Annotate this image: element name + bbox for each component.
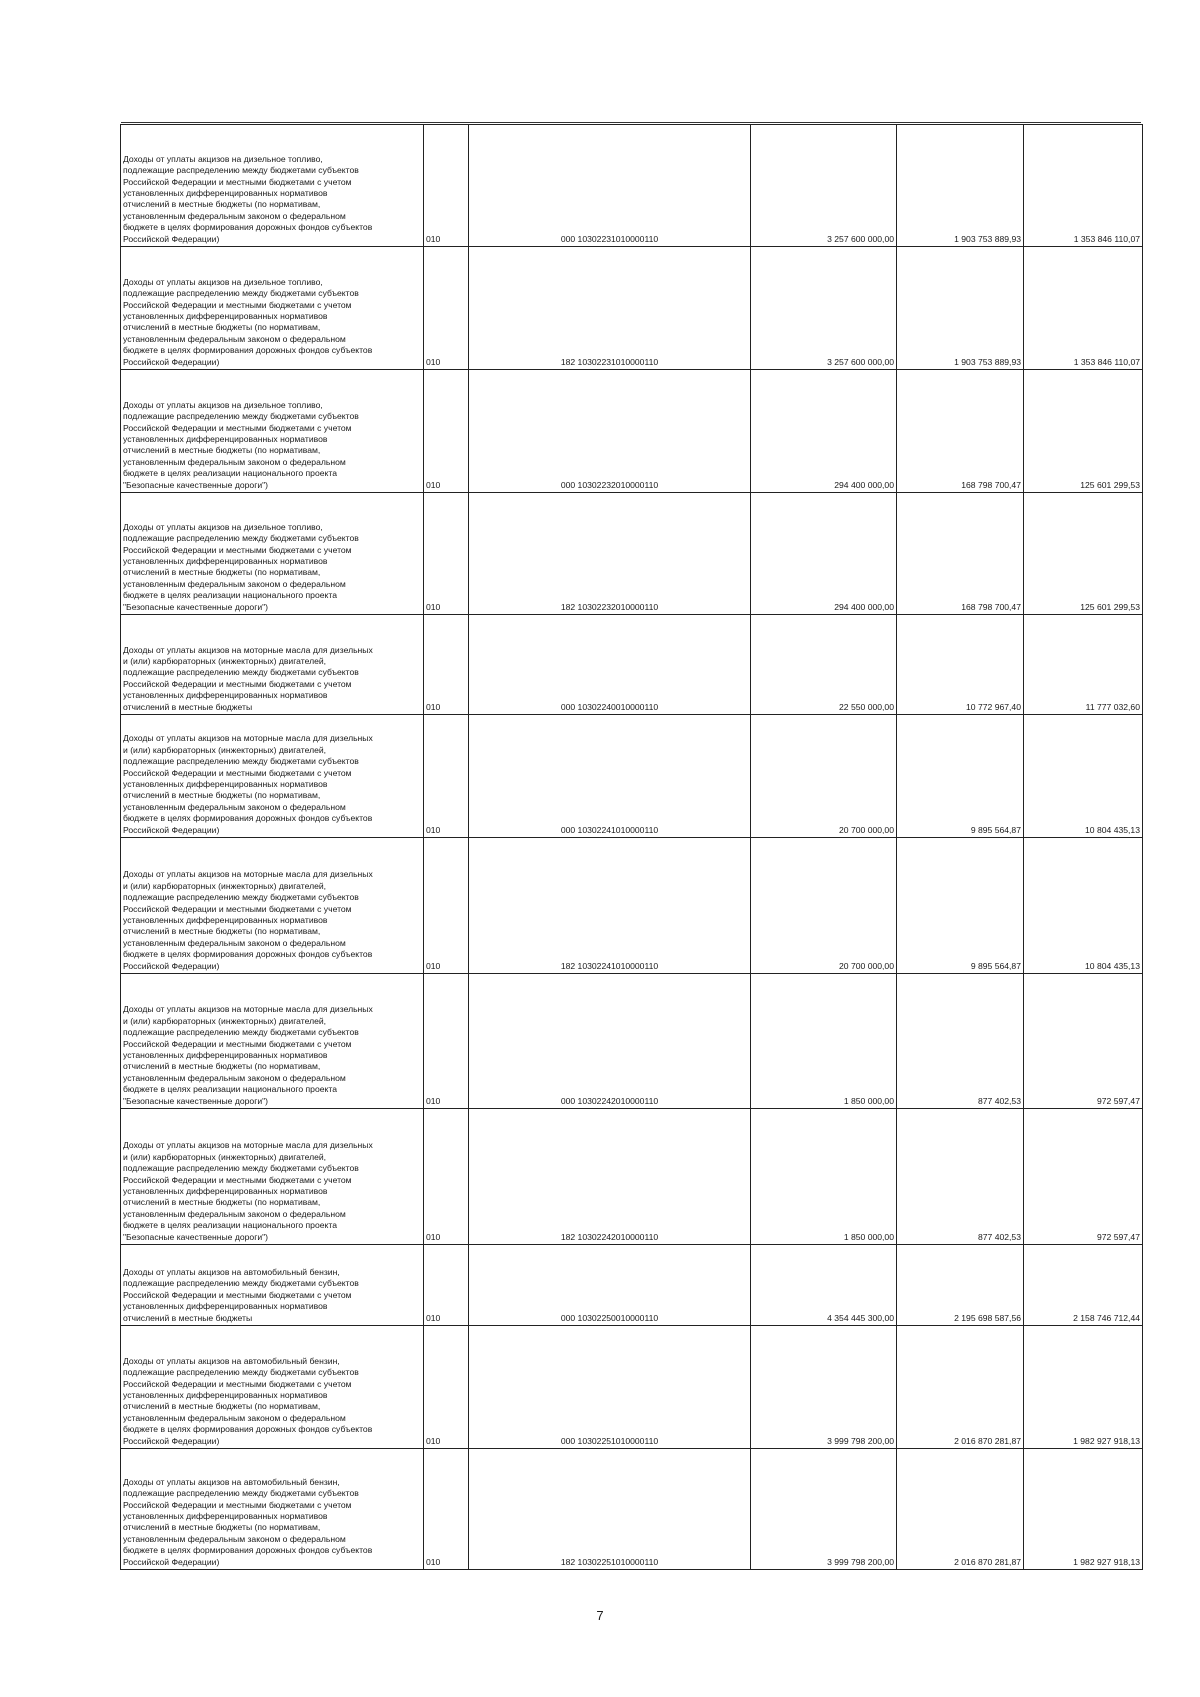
income-code-cell: 182 10302251010000110: [469, 1449, 751, 1570]
income-code-cell: 000 10302232010000110: [469, 370, 751, 493]
table-row: [121, 974, 1143, 1109]
executed-amount-cell: 2 016 870 281,87: [897, 1449, 1024, 1570]
table-row: [121, 838, 1143, 974]
income-name-cell: Доходы от уплаты акцизов на автомобильный бензин, подлежащие распределению между бюджетами субъектов Российской Федерации и местными бюджетами с учетом установленных дифференцированных нормативов отчислений в местные бюджеты (по нормативам, установленным федеральным законом о федеральном бюджете в целях формирования дорожных фондов субъектов Российской Федерации): [121, 1326, 424, 1449]
income-name-cell: Доходы от уплаты акцизов на моторные масла для дизельных и (или) карбюраторных (инжекторных) двигателей, подлежащие распределению между бюджетами субъектов Российской Федерации и местными бюджетами с учетом установленных дифференцированных нормативов отчислений в местные бюджеты (по нормативам, установленным федеральным законом о федеральном бюджете в целях формирования дорожных фондов субъектов Российской Федерации): [121, 715, 424, 838]
unexecuted-amount-cell: 1 982 927 918,13: [1024, 1449, 1143, 1570]
income-code-cell: 182 10302241010000110: [469, 838, 751, 974]
page-number: 7: [596, 1608, 604, 1623]
executed-amount-cell: 9 895 564,87: [897, 715, 1024, 838]
table-row: [121, 1245, 1143, 1326]
executed-amount-cell: 2 195 698 587,56: [897, 1245, 1024, 1326]
approved-amount-cell: 3 257 600 000,00: [751, 247, 897, 370]
income-code-cell: 000 10302251010000110: [469, 1326, 751, 1449]
table-row: [121, 1449, 1143, 1570]
table-row: [121, 493, 1143, 615]
executed-amount-cell: 9 895 564,87: [897, 838, 1024, 974]
approved-amount-cell: 1 850 000,00: [751, 1109, 897, 1245]
line-code-cell: 010: [424, 1449, 469, 1570]
table-row: [121, 370, 1143, 493]
unexecuted-amount-cell: 10 804 435,13: [1024, 838, 1143, 974]
line-code-cell: 010: [424, 370, 469, 493]
unexecuted-amount-cell: 10 804 435,13: [1024, 715, 1143, 838]
approved-amount-cell: 22 550 000,00: [751, 615, 897, 715]
line-code-cell: 010: [424, 493, 469, 615]
income-name-cell: Доходы от уплаты акцизов на дизельное топливо, подлежащие распределению между бюджетами субъектов Российской Федерации и местными бюджетами с учетом установленных дифференцированных нормативов отчислений в местные бюджеты (по нормативам, установленным федеральным законом о федеральном бюджете в целях реализации национального проекта "Безопасные качественные дороги"): [121, 493, 424, 615]
line-code-cell: 010: [424, 1245, 469, 1326]
income-code-cell: 000 10302240010000110: [469, 615, 751, 715]
approved-amount-cell: 3 999 798 200,00: [751, 1326, 897, 1449]
budget-income-table: [120, 124, 1143, 1570]
approved-amount-cell: 294 400 000,00: [751, 370, 897, 493]
unexecuted-amount-cell: 1 982 927 918,13: [1024, 1326, 1143, 1449]
table-row: [121, 1326, 1143, 1449]
line-code-cell: 010: [424, 615, 469, 715]
unexecuted-amount-cell: 125 601 299,53: [1024, 493, 1143, 615]
income-name-cell: Доходы от уплаты акцизов на автомобильный бензин, подлежащие распределению между бюджетами субъектов Российской Федерации и местными бюджетами с учетом установленных дифференцированных нормативов отчислений в местные бюджеты: [121, 1245, 424, 1326]
table-row: [121, 247, 1143, 370]
income-code-cell: 000 10302231010000110: [469, 125, 751, 247]
executed-amount-cell: 168 798 700,47: [897, 493, 1024, 615]
line-code-cell: 010: [424, 125, 469, 247]
executed-amount-cell: 168 798 700,47: [897, 370, 1024, 493]
unexecuted-amount-cell: 972 597,47: [1024, 1109, 1143, 1245]
income-code-cell: 000 10302241010000110: [469, 715, 751, 838]
approved-amount-cell: 20 700 000,00: [751, 715, 897, 838]
executed-amount-cell: 2 016 870 281,87: [897, 1326, 1024, 1449]
table-row: [121, 125, 1143, 247]
approved-amount-cell: 4 354 445 300,00: [751, 1245, 897, 1326]
approved-amount-cell: 3 257 600 000,00: [751, 125, 897, 247]
income-code-cell: 182 10302231010000110: [469, 247, 751, 370]
executed-amount-cell: 1 903 753 889,93: [897, 125, 1024, 247]
income-code-cell: 000 10302250010000110: [469, 1245, 751, 1326]
executed-amount-cell: 1 903 753 889,93: [897, 247, 1024, 370]
approved-amount-cell: 20 700 000,00: [751, 838, 897, 974]
table-row: [121, 615, 1143, 715]
line-code-cell: 010: [424, 715, 469, 838]
income-name-cell: Доходы от уплаты акцизов на моторные масла для дизельных и (или) карбюраторных (инжекторных) двигателей, подлежащие распределению между бюджетами субъектов Российской Федерации и местными бюджетами с учетом установленных дифференцированных нормативов отчислений в местные бюджеты (по нормативам, установленным федеральным законом о федеральном бюджете в целях реализации национального проекта "Безопасные качественные дороги"): [121, 974, 424, 1109]
approved-amount-cell: 1 850 000,00: [751, 974, 897, 1109]
line-code-cell: 010: [424, 974, 469, 1109]
income-name-cell: Доходы от уплаты акцизов на моторные масла для дизельных и (или) карбюраторных (инжекторных) двигателей, подлежащие распределению между бюджетами субъектов Российской Федерации и местными бюджетами с учетом установленных дифференцированных нормативов отчислений в местные бюджеты: [121, 615, 424, 715]
executed-amount-cell: 10 772 967,40: [897, 615, 1024, 715]
income-name-cell: Доходы от уплаты акцизов на автомобильный бензин, подлежащие распределению между бюджетами субъектов Российской Федерации и местными бюджетами с учетом установленных дифференцированных нормативов отчислений в местные бюджеты (по нормативам, установленным федеральным законом о федеральном бюджете в целях формирования дорожных фондов субъектов Российской Федерации): [121, 1449, 424, 1570]
line-code-cell: 010: [424, 1326, 469, 1449]
unexecuted-amount-cell: 1 353 846 110,07: [1024, 125, 1143, 247]
income-name-cell: Доходы от уплаты акцизов на дизельное топливо, подлежащие распределению между бюджетами субъектов Российской Федерации и местными бюджетами с учетом установленных дифференцированных нормативов отчислений в местные бюджеты (по нормативам, установленным федеральным законом о федеральном бюджете в целях формирования дорожных фондов субъектов Российской Федерации): [121, 125, 424, 247]
income-code-cell: 182 10302242010000110: [469, 1109, 751, 1245]
income-name-cell: Доходы от уплаты акцизов на моторные масла для дизельных и (или) карбюраторных (инжекторных) двигателей, подлежащие распределению между бюджетами субъектов Российской Федерации и местными бюджетами с учетом установленных дифференцированных нормативов отчислений в местные бюджеты (по нормативам, установленным федеральным законом о федеральном бюджете в целях реализации национального проекта "Безопасные качественные дороги"): [121, 1109, 424, 1245]
line-code-cell: 010: [424, 1109, 469, 1245]
top-rule: [121, 122, 1141, 123]
unexecuted-amount-cell: 972 597,47: [1024, 974, 1143, 1109]
line-code-cell: 010: [424, 838, 469, 974]
income-code-cell: 000 10302242010000110: [469, 974, 751, 1109]
income-name-cell: Доходы от уплаты акцизов на дизельное топливо, подлежащие распределению между бюджетами субъектов Российской Федерации и местными бюджетами с учетом установленных дифференцированных нормативов отчислений в местные бюджеты (по нормативам, установленным федеральным законом о федеральном бюджете в целях формирования дорожных фондов субъектов Российской Федерации): [121, 247, 424, 370]
table-row: [121, 715, 1143, 838]
table-row: [121, 1109, 1143, 1245]
executed-amount-cell: 877 402,53: [897, 1109, 1024, 1245]
income-name-cell: Доходы от уплаты акцизов на моторные масла для дизельных и (или) карбюраторных (инжекторных) двигателей, подлежащие распределению между бюджетами субъектов Российской Федерации и местными бюджетами с учетом установленных дифференцированных нормативов отчислений в местные бюджеты (по нормативам, установленным федеральным законом о федеральном бюджете в целях формирования дорожных фондов субъектов Российской Федерации): [121, 838, 424, 974]
unexecuted-amount-cell: 2 158 746 712,44: [1024, 1245, 1143, 1326]
unexecuted-amount-cell: 1 353 846 110,07: [1024, 247, 1143, 370]
income-code-cell: 182 10302232010000110: [469, 493, 751, 615]
unexecuted-amount-cell: 11 777 032,60: [1024, 615, 1143, 715]
approved-amount-cell: 3 999 798 200,00: [751, 1449, 897, 1570]
approved-amount-cell: 294 400 000,00: [751, 493, 897, 615]
line-code-cell: 010: [424, 247, 469, 370]
income-name-cell: Доходы от уплаты акцизов на дизельное топливо, подлежащие распределению между бюджетами субъектов Российской Федерации и местными бюджетами с учетом установленных дифференцированных нормативов отчислений в местные бюджеты (по нормативам, установленным федеральным законом о федеральном бюджете в целях реализации национального проекта "Безопасные качественные дороги"): [121, 370, 424, 493]
unexecuted-amount-cell: 125 601 299,53: [1024, 370, 1143, 493]
executed-amount-cell: 877 402,53: [897, 974, 1024, 1109]
